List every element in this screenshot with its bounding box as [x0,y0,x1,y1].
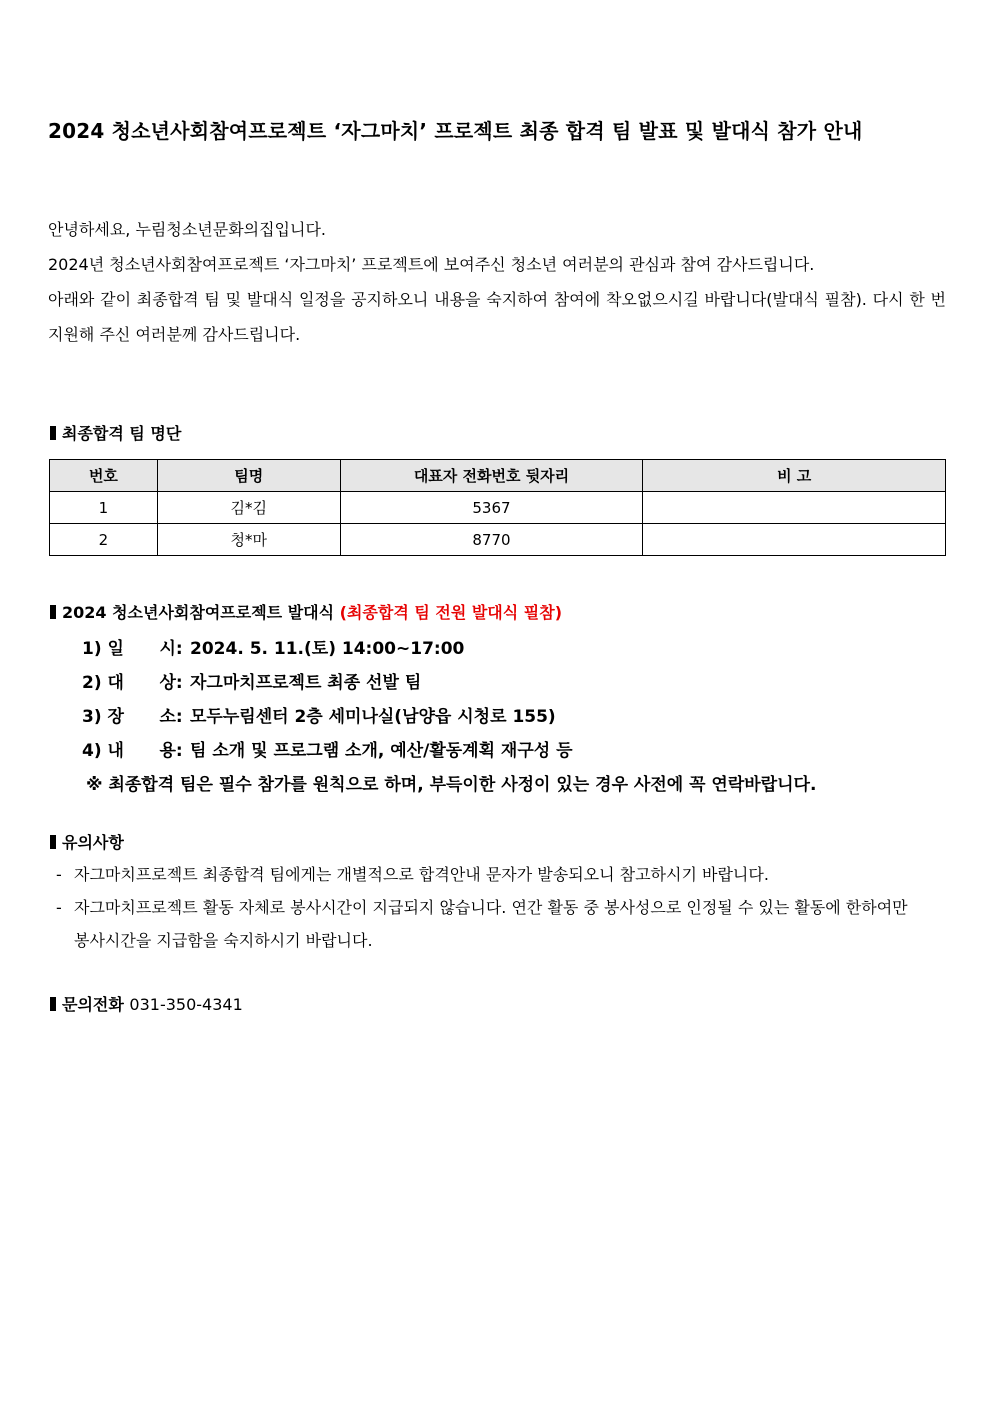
contact-section [50,992,243,1015]
intro-text [48,212,946,352]
cell-team-name: 청*마 [157,524,340,556]
contact-phone: 031-350-4341 [129,995,243,1014]
cell-phone: 8770 [340,524,643,556]
column-header-team-name: 팀명 [157,460,340,492]
column-header-note: 비 고 [643,460,946,492]
cell-phone: 5367 [340,492,643,524]
teams-table [49,459,946,556]
ceremony-remark: ※ 최종합격 팀은 필수 참가를 원칙으로 하며, 부득이한 사정이 있는 경우 사전에 꼭 연락바랍니다. [86,775,817,795]
dash-bullet-icon: - [56,865,62,884]
contact-heading: 문의전화 [62,995,124,1014]
ceremony-mandatory-note: (최종합격 팀 전원 발대식 필참) [339,603,563,622]
dash-bullet-icon: - [56,898,62,917]
ceremony-section-heading: 2024 청소년사회참여프로젝트 발대식 (최종합격 팀 전원 발대식 필참) [50,600,562,623]
square-bullet-icon [50,835,56,849]
square-bullet-icon [50,426,56,440]
list-item: - 자그마치프로젝트 활동 자체로 봉사시간이 지급되지 않습니다. 연간 활동 중 봉사성으로 인정될 수 있는 활동에 한하여만 봉사시간을 지급함을 숙지하시기 바랍니다. [56,891,916,957]
square-bullet-icon [50,997,56,1011]
teams-section-heading: 최종합격 팀 명단 [50,421,181,444]
cell-no: 1 [50,492,158,524]
column-header-phone: 대표자 전화번호 뒷자리 [340,460,643,492]
cell-note [643,524,946,556]
square-bullet-icon [50,605,56,619]
column-header-no: 번호 [50,460,158,492]
ceremony-details [82,632,946,802]
ceremony-item-content: 4) 내 용: 팀 소개 및 프로그램 소개, 예산/활동계획 재구성 등 [82,741,573,761]
table-row [50,492,946,524]
cell-note [643,492,946,524]
intro-thanks: 2024년 청소년사회참여프로젝트 ‘자그마치’ 프로젝트에 보여주신 청소년 여러분의 관심과 참여 감사드립니다. [48,255,815,274]
ceremony-item-date: 1) 일 시: 2024. 5. 11.(토) 14:00~17:00 [82,639,465,659]
list-item: - 자그마치프로젝트 최종합격 팀에게는 개별적으로 합격안내 문자가 발송되오니 참고하시기 바랍니다. [56,858,946,891]
table-header-row [50,460,946,492]
document-title: 2024 청소년사회참여프로젝트 ‘자그마치’ 프로젝트 최종 합격 팀 발표 및 발대식 참가 안내 [48,119,863,143]
cell-no: 2 [50,524,158,556]
notice-section-heading: 유의사항 [50,830,124,853]
notice-list [56,858,946,957]
ceremony-item-place: 3) 장 소: 모두누림센터 2층 세미나실(남양읍 시청로 155) [82,707,556,727]
intro-greeting: 안녕하세요, 누림청소년문화의집입니다. [48,220,327,239]
ceremony-item-target: 2) 대 상: 자그마치프로젝트 최종 선발 팀 [82,673,422,693]
cell-team-name: 김*김 [157,492,340,524]
intro-notice: 아래와 같이 최종합격 팀 및 발대식 일정을 공지하오니 내용을 숙지하여 참여에 착오없으시길 바랍니다(발대식 필참). 다시 한 번 지원해 주신 여러분께 감사드립니다. [48,290,946,344]
table-row [50,524,946,556]
